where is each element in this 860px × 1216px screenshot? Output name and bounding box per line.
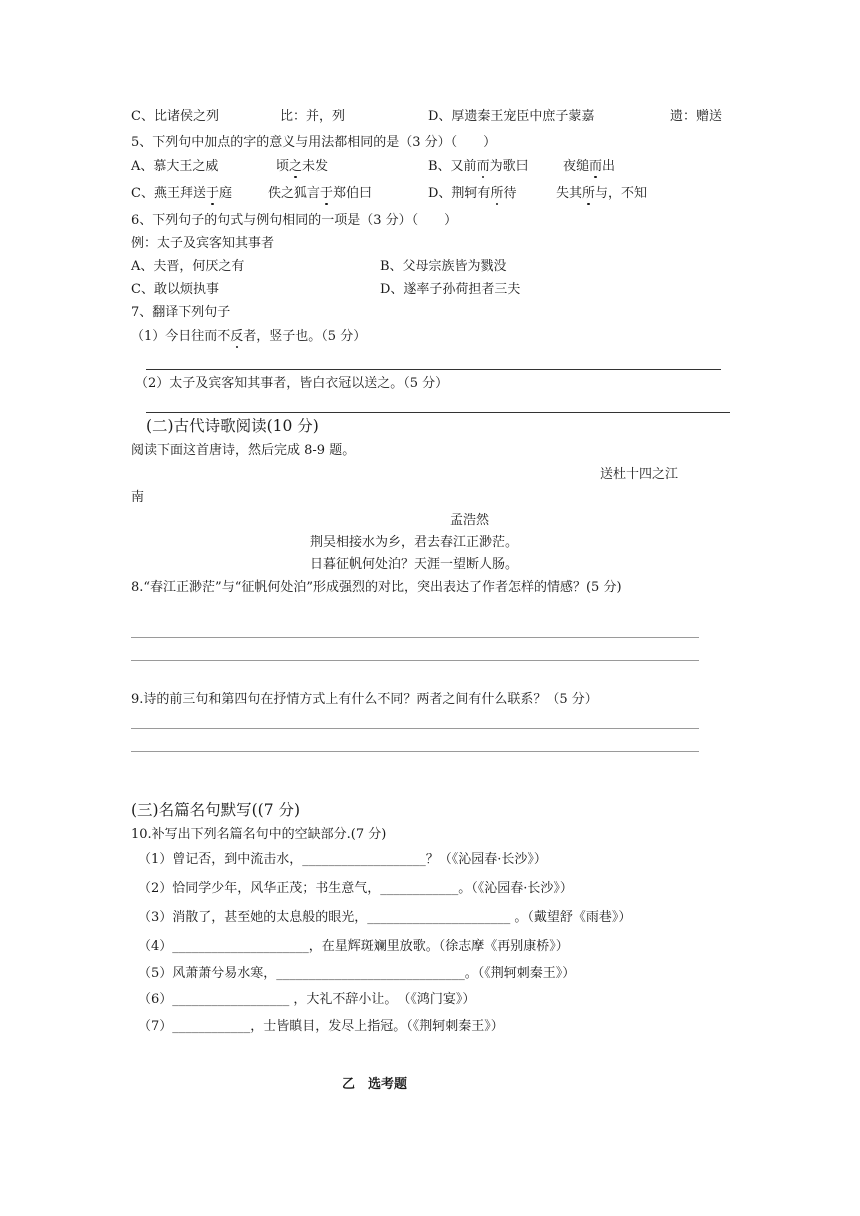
poem-title-continued: 南: [131, 490, 145, 505]
q6-example: 例：太子及宾客知其事者: [131, 236, 275, 251]
section-3-heading: (三)名篇名句默写((7 分): [131, 801, 301, 819]
q5-option-d: D、荆轲有所待: [428, 186, 517, 201]
q6-option-d: D、遂率子孙荷担者三夫: [380, 282, 521, 297]
question-8: 8.“春江正渺茫”与“征帆何处泊”形成强烈的对比，突出表达了作者怎样的情感？(5 分): [131, 580, 622, 595]
emphasis-dot-char: 所: [582, 186, 596, 201]
q5-option-c: C、燕王拜送于庭: [131, 186, 232, 201]
emphasis-dot-char: 而: [589, 159, 603, 174]
answer-line[interactable]: [131, 728, 699, 729]
q5-option-a-compare: 顷之未发: [276, 159, 329, 174]
question-10: 10.补写出下列名篇名句中的空缺部分.(7 分): [131, 827, 387, 842]
poem-title: 送杜十四之江: [600, 467, 679, 482]
question-9: 9.诗的前三句和第四句在抒情方式上有什么不同？两者之间有什么联系？（5 分）: [131, 692, 598, 707]
answer-line[interactable]: [146, 412, 730, 413]
q7-sentence-1: （1）今日往而不反者，竖子也。（5 分）: [131, 329, 367, 344]
answer-line[interactable]: [131, 637, 699, 638]
q5-option-c-compare: 佚之狐言于郑伯曰: [268, 186, 373, 201]
q5-stem: 5、下列句中加点的字的意义与用法都相同的是（3 分）（ ）: [131, 135, 497, 150]
dictation-item: （7）____________，士皆瞋目，发尽上指冠。（《荆轲刺秦王》）: [138, 1019, 504, 1034]
q4-option-c: C、比诸侯之列: [131, 109, 219, 124]
section-yi-heading: 乙 选考题: [342, 1077, 408, 1092]
emphasis-dot-char: 于: [320, 186, 334, 201]
emphasis-dot-char: 所: [490, 186, 504, 201]
dictation-item: （5）风萧萧兮易水寒，_____________________________。（《荆轲刺秦王》）: [138, 966, 576, 981]
q5-option-b: B、又前而为歌曰: [428, 159, 529, 174]
answer-line[interactable]: [146, 369, 721, 370]
q7-sentence-2: （2）太子及宾客知其事者，皆白衣冠以送之。（5 分）: [135, 376, 449, 391]
q4-option-c-gloss: 比：并，列: [280, 109, 346, 124]
answer-line[interactable]: [131, 751, 699, 752]
emphasis-dot-char: 之: [289, 159, 303, 174]
poem-line-2: 日暮征帆何处泊？天涯一望断人肠。: [310, 557, 519, 572]
poem-line-1: 荆吴相接水为乡，君去春江正渺茫。: [310, 535, 519, 550]
q5-option-a: A、慕大王之威: [131, 159, 219, 174]
section-2-intro: 阅读下面这首唐诗，然后完成 8-9 题。: [131, 443, 356, 458]
dictation-item: （1）曾记否，到中流击水，___________________？（《沁园春·长沙》）: [138, 852, 547, 867]
answer-line[interactable]: [131, 660, 699, 661]
emphasis-dot-char: 于: [205, 186, 219, 201]
q5-option-d-compare: 失其所与，不知: [556, 186, 648, 201]
dictation-item: （6）__________________ ，大礼不辞小让。 （《鸿门宴》）: [138, 992, 476, 1007]
q6-stem: 6、下列句子的句式与例句相同的一项是（3 分）（ ）: [131, 213, 458, 228]
dictation-item: （4）_____________________，在星辉斑斓里放歌。（徐志摩《再别康桥》）: [138, 939, 569, 954]
dictation-item: （2）恰同学少年，风华正茂；书生意气，____________。（《沁园春·长沙》）: [138, 881, 573, 896]
q5-option-b-compare: 夜缒而出: [563, 159, 616, 174]
q4-option-d: D、厚遗秦王宠臣中庶子蒙嘉: [428, 109, 595, 124]
poem-author: 孟浩然: [450, 513, 490, 528]
dictation-item: （3）消散了，甚至她的太息般的眼光，______________________ 。（戴望舒《雨巷》）: [138, 910, 632, 925]
section-2-heading: (二)古代诗歌阅读(10 分): [146, 417, 319, 435]
emphasis-dot-char: 反: [230, 329, 244, 344]
emphasis-dot-char: 而: [476, 159, 490, 174]
q6-option-c: C、敢以烦执事: [131, 282, 219, 297]
q7-stem: 7、翻译下列句子: [131, 305, 231, 320]
q4-option-d-gloss: 遗：赠送: [670, 109, 723, 124]
q6-option-b: B、父母宗族皆为戮没: [380, 259, 507, 274]
q6-option-a: A、夫晋，何厌之有: [131, 259, 245, 274]
